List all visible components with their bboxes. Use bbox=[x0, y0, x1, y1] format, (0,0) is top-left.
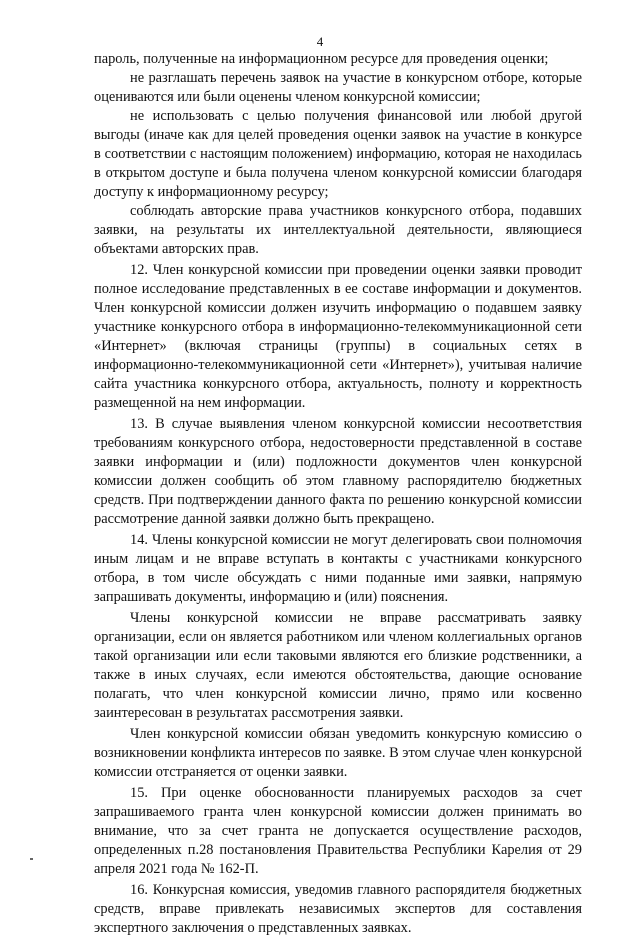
page-number: 4 bbox=[316, 34, 324, 49]
paragraph-item-13: 13. В случае выявления членом конкурсной комиссии несоответствия требованиям конкурсного отбора, недостоверности представленной в составе заявки информации и (или) подложности документов член конкурсной комиссии должен сообщить об этом главному распорядителю бюджетных средств. При подтверждении данного факта по решению конкурсной комиссии рассмотрение данной заявки должно быть прекращено. bbox=[94, 416, 582, 527]
paragraph-no-benefit-use: не использовать с целью получения финансовой или любой другой выгоды (иначе как для целей проведения оценки заявок на участие в конкурсе в соответствии с настоящим положением) информацию, которая не находилась в открытом доступе и была получена членом конкурсной комиссии благодаря доступу к информационному ресурсу; bbox=[94, 108, 582, 200]
paragraph-item-16: 16. Конкурсная комиссия, уведомив главного распорядителя бюджетных средств, вправе привлекать независимых экспертов для составления экспертного заключения о представленных заявках. bbox=[94, 882, 582, 936]
paragraph-notify-commission: Член конкурсной комиссии обязан уведомить конкурсную комиссию о возникновении конфликта интересов по заявке. В этом случае член конкурсной комиссии отстраняется от оценки заявки. bbox=[94, 726, 583, 780]
paragraph-conflict-of-interest: Члены конкурсной комиссии не вправе рассматривать заявку организации, если он является работником или членом коллегиальных органов такой организации или если таковыми являются его близкие родственники, а также в иных случаях, если имеются обстоятельства, дающие основание полагать, что член конкурсной комиссии лично, прямо или косвенно заинтересован в результатах рассмотрения заявки. bbox=[94, 610, 582, 721]
margin-mark bbox=[30, 858, 33, 860]
paragraph-item-12: 12. Член конкурсной комиссии при проведении оценки заявки проводит полное исследование представленных в ее составе информации и документов. Член конкурсной комиссии должен изучить информацию о подавшем заявку участнике конкурсного отбора в информационно-телекоммуникационной сети «Интернет» (включая страницы (группы) в социальных сетях в информационно-телекоммуникационной сети «Интернет»), учитывая наличие сайта участника конкурсного отбора, актуальность, полноту и корректность размещенной на нем информации. bbox=[94, 262, 582, 411]
paragraph-copyright: соблюдать авторские права участников конкурсного отбора, подавших заявки, на результаты их интеллектуальной деятельности, являющиеся объектами авторских прав. bbox=[94, 203, 582, 257]
paragraph-password-continuation: пароль, полученные на информационном ресурсе для проведения оценки; bbox=[94, 51, 549, 67]
paragraph-item-14: 14. Члены конкурсной комиссии не могут делегировать свои полномочия иным лицам и не вправе вступать в контакты с участниками конкурсного отбора, в том числе обсуждать с ними поданные ими заявки, напрямую запрашивать документы, информацию и (или) пояснения. bbox=[94, 532, 582, 605]
paragraph-item-15: 15. При оценке обоснованности планируемых расходов за счет запрашиваемого гранта член конкурсной комиссии должен принимать во внимание, что за счет гранта не допускается осуществление расходов, определенных п.28 постановления Правительства Республики Карелия от 29 апреля 2021 года № 162-П. bbox=[94, 785, 582, 877]
document-body bbox=[94, 50, 582, 938]
paragraph-no-disclosure: не разглашать перечень заявок на участие в конкурсном отборе, которые оцениваются или были оценены членом конкурсной комиссии; bbox=[94, 70, 582, 105]
